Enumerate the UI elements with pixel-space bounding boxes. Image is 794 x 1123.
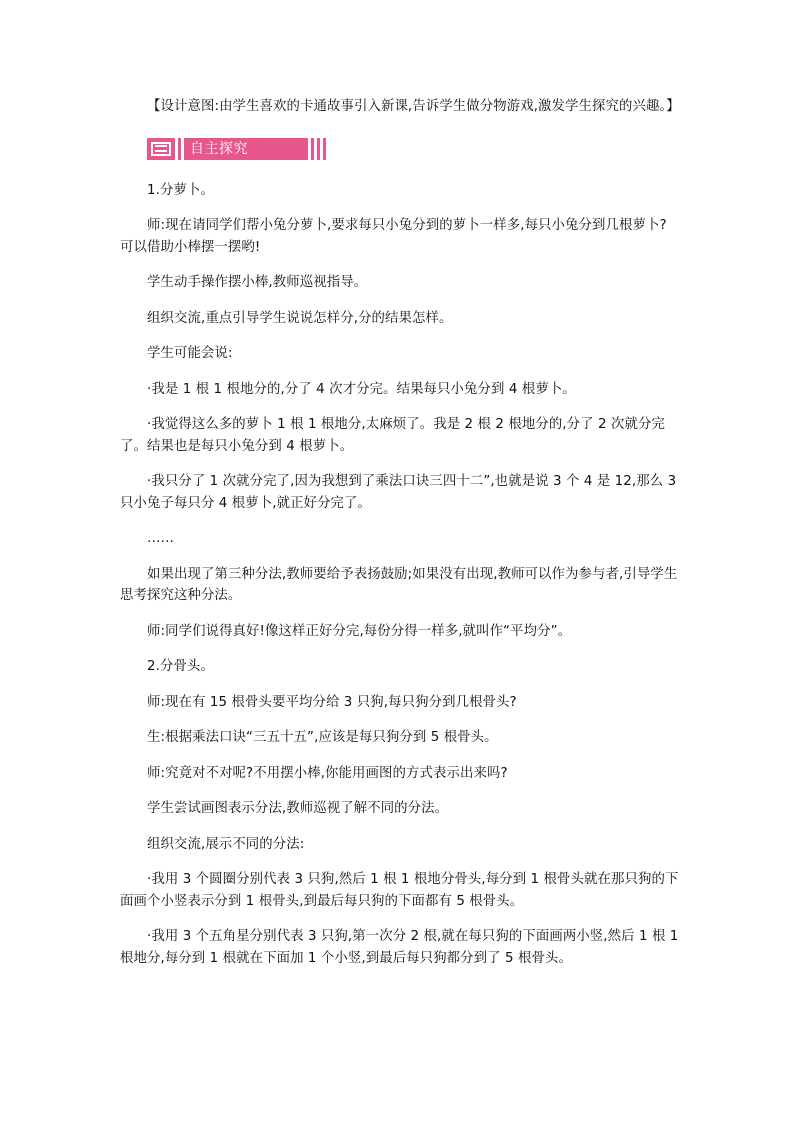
student-answer-item: ·我只分了 1 次就分完了,因为我想到了乘法口诀三四十二”,也就是说 3 个 4 是 12,那么 3 只小兔子每只分 4 根萝卜,就正好分完了。 [120, 474, 677, 511]
paragraph: 师:同学们说得真好!像这样正好分完,每份分得一样多,就叫作“平均分”。 [147, 623, 572, 639]
document-content [120, 96, 680, 969]
section-number-icon [151, 142, 171, 156]
section-number-badge [147, 138, 175, 160]
section-header [147, 138, 332, 160]
paragraph: 如果出现了第三种分法,教师要给予表扬鼓励;如果没有出现,教师可以作为参与者,引导学生思考探究这种分法。 [120, 566, 678, 603]
student-answer-item: ·我用 3 个五角星分别代表 3 只狗,第一次分 2 根,就在每只狗的下面画两小竖,然后 1 根 1 根地分,每分到 1 根就在下面加 1 个小竖,到最后每只狗都分到了 5 根骨头。 [120, 929, 679, 966]
paragraph: 师:究竟对不对呢?不用摆小棒,你能用画图的方式表示出来吗? [147, 765, 508, 781]
paragraph-heading-bones: 2.分骨头。 [147, 659, 214, 674]
section-tail-stripes [311, 138, 329, 160]
paragraph: 学生可能会说: [147, 346, 233, 361]
paragraph: 师:现在请同学们帮小兔分萝卜,要求每只小兔分到的萝卜一样多,每只小兔分到几根萝卜?可以借助小棒摆一摆哟! [120, 218, 667, 255]
paragraph: 组织交流,展示不同的分法: [147, 836, 305, 852]
ellipsis: …… [147, 531, 174, 546]
paragraph: 学生尝试画图表示分法,教师巡视了解不同的分法。 [147, 801, 449, 816]
paragraph-heading-carrots: 1.分萝卜。 [147, 182, 214, 198]
section-stripe [178, 138, 181, 160]
section-title: 自主探究 [184, 138, 308, 160]
paragraph: 组织交流,重点引导学生说说怎样分,分的结果怎样。 [147, 310, 453, 326]
student-answer-item: ·我用 3 个圆圈分别代表 3 只狗,然后 1 根 1 根地分骨头,每分到 1 根骨头就在那只狗的下面画个小竖表示分到 1 根骨头,到最后每只狗的下面都有 5 根骨头。 [120, 872, 679, 909]
student-answer-item: ·我觉得这么多的萝卜 1 根 1 根地分,太麻烦了。我是 2 根 2 根地分的,分了 2 次就分完了。结果也是每只小兔分到 4 根萝卜。 [120, 417, 665, 454]
paragraph: 学生动手操作摆小棒,教师巡视指导。 [147, 275, 368, 290]
student-answer-item: ·我是 1 根 1 根地分的,分了 4 次才分完。结果每只小兔分到 4 根萝卜。 [147, 381, 576, 397]
paragraph: 生:根据乘法口诀“三五十五”,应该是每只狗分到 5 根骨头。 [147, 730, 498, 745]
paragraph: 师:现在有 15 根骨头要平均分给 3 只狗,每只狗分到几根骨头? [147, 694, 517, 710]
design-intent-note: 【设计意图:由学生喜欢的卡通故事引入新课,告诉学生做分物游戏,激发学生探究的兴趣。】 [147, 99, 680, 114]
